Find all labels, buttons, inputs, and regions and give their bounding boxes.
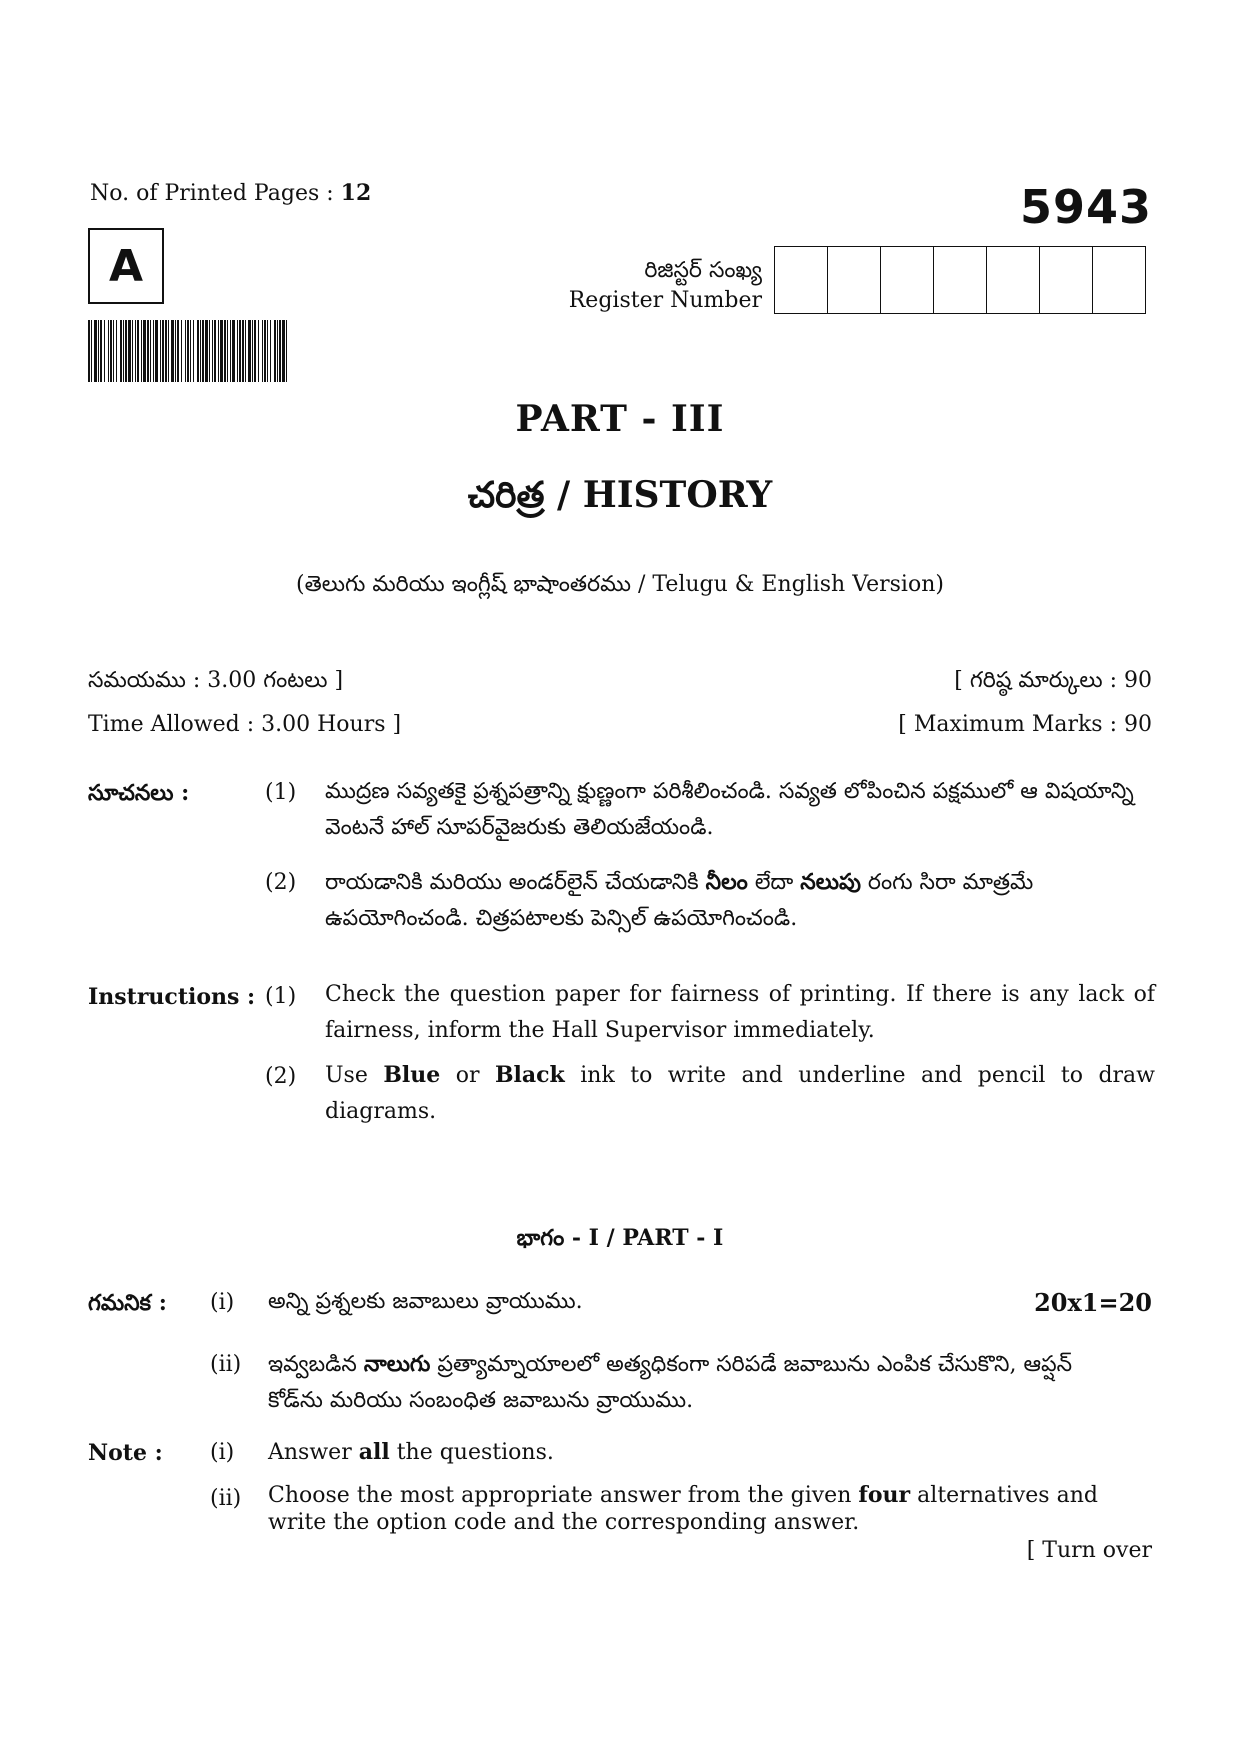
register-digit-box[interactable] (934, 247, 987, 313)
instruction-te-num-2: (2) (265, 870, 297, 895)
register-number-label (569, 256, 762, 316)
text: రంగు సిరా మాత్రమే ఉపయోగించండి. చిత్రపటాలకు పెన్సిల్ ఉపయోగించండి. (325, 870, 1034, 931)
text: ink to write and underline and pencil to draw diagrams. (325, 1063, 1156, 1124)
part-title: PART - III (515, 398, 725, 440)
marks-scheme: 20x1=20 (1034, 1288, 1152, 1317)
note-en-1 (268, 1434, 1098, 1471)
register-digit-box[interactable] (1040, 247, 1093, 313)
bold-blue: నీలం (705, 869, 748, 895)
note-te-1: అన్ని ప్రశ్నలకు జవాబులు వ్రాయుము. (268, 1289, 583, 1314)
register-digit-box[interactable] (828, 247, 881, 313)
register-label-te: రిజిస్టర్ సంఖ్య (644, 258, 762, 283)
instruction-en-num-1: (1) (265, 984, 297, 1009)
part-one-heading: భాగం - I / PART - I (516, 1225, 724, 1251)
bold-four: నాలుగు (363, 1351, 431, 1377)
time-allowed-en: Time Allowed : 3.00 Hours ] (88, 712, 402, 737)
text: Use (325, 1063, 384, 1088)
question-set-box: A (88, 228, 164, 304)
text: రాయడానికి మరియు అండర్‌లైన్ చేయడానికి (325, 870, 706, 895)
printed-pages-label: No. of Printed Pages : (90, 181, 334, 206)
register-digit-box[interactable] (1093, 247, 1145, 313)
time-allowed-te: సమయము : 3.00 గంటలు ] (88, 668, 344, 693)
printed-pages-value: 12 (340, 180, 372, 206)
turn-over-note: [ Turn over (1026, 1538, 1152, 1563)
text: ప్రత్యామ్నాయాలలో అత్యధికంగా సరిపడే జవాబును ఎంపిక చేసుకొని, ఆప్షన్ కోడ్‌ను మరియు సంబంధిత జవాబును వ్రాయుము. (268, 1352, 1073, 1413)
note-te-num-2: (ii) (210, 1352, 242, 1377)
instructions-te-label: సూచనలు : (88, 780, 190, 806)
timing-row-te (88, 668, 1152, 698)
note-en-label: Note : (88, 1440, 163, 1466)
subject-title: చరిత్ర / HISTORY (467, 474, 773, 516)
instruction-en-2 (325, 1057, 1155, 1130)
text: the questions. (389, 1440, 554, 1465)
text: Answer (268, 1440, 359, 1465)
bold-black: నలుపు (800, 869, 861, 895)
register-digit-box[interactable] (987, 247, 1040, 313)
text: ఇవ్వబడిన (268, 1352, 364, 1377)
version-line: (తెలుగు మరియు ఇంగ్లీష్ భాషాంతరము / Telugu & English Version) (296, 572, 944, 597)
note-te-num-1: (i) (210, 1290, 235, 1315)
instruction-te-1: ముద్రణ సవ్యతకై ప్రశ్నపత్రాన్ని క్షుణ్ణంగా పరిశీలించండి. సవ్యత లోపించిన పక్షములో ఆ విషయాన్ని వెంటనే హాల్ సూపర్‌వైజరుకు తెలియజేయండి. (325, 779, 1134, 840)
bold-four: four (858, 1482, 911, 1508)
bold-all: all (358, 1439, 390, 1465)
timing-row-en (88, 712, 1152, 737)
note-en-num-2: (ii) (210, 1486, 242, 1511)
instructions-en-label: Instructions : (88, 984, 256, 1010)
note-te-label: గమనిక : (88, 1290, 167, 1316)
register-label-en: Register Number (568, 288, 762, 313)
instruction-te-num-1: (1) (265, 780, 297, 805)
instruction-te-2 (325, 864, 1155, 937)
bold-blue: Blue (383, 1062, 441, 1088)
printed-pages (90, 180, 371, 206)
note-en-2 (268, 1482, 1098, 1536)
note-te-2 (268, 1346, 1098, 1419)
paper-code: 5943 (1019, 180, 1152, 234)
text: alternatives and write the option code and the corresponding answer. (268, 1483, 1098, 1535)
instruction-en-1: Check the question paper for fairness of printing. If there is any lack of fairness, inform the Hall Supervisor immediately. (325, 982, 1155, 1043)
register-digit-box[interactable] (881, 247, 934, 313)
text: Choose the most appropriate answer from the given (268, 1483, 859, 1508)
text: లేదా (747, 870, 801, 895)
text: or (440, 1063, 495, 1088)
instruction-en-num-2: (2) (265, 1064, 297, 1089)
max-marks-te: [ గరిష్ఠ మార్కులు : 90 (954, 668, 1152, 693)
register-number-boxes[interactable] (774, 246, 1146, 314)
bold-black: Black (494, 1062, 565, 1088)
max-marks-en: [ Maximum Marks : 90 (898, 712, 1152, 737)
note-en-num-1: (i) (210, 1440, 235, 1465)
register-digit-box[interactable] (775, 247, 828, 313)
barcode (88, 320, 288, 382)
